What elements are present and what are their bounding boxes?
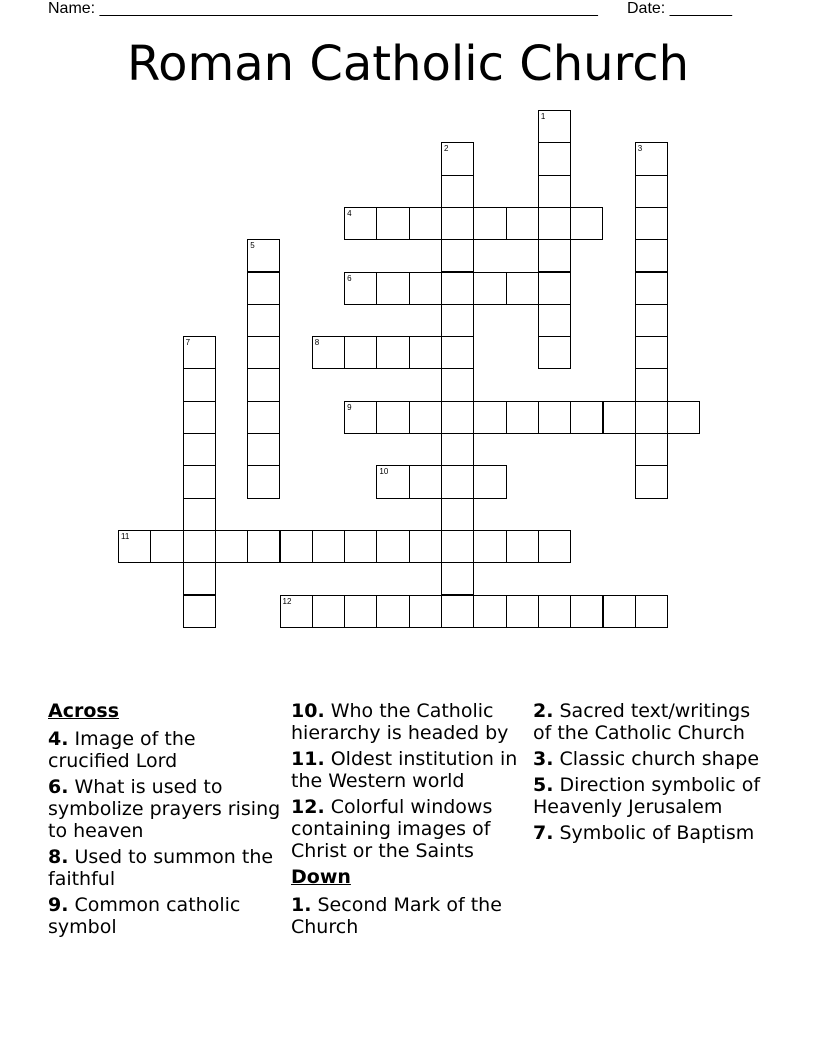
crossword-cell[interactable]	[409, 272, 442, 305]
clues-column-1	[48, 700, 283, 942]
crossword-cell[interactable]	[280, 595, 313, 628]
cell-number: 6	[347, 273, 352, 283]
crossword-cell[interactable]	[635, 304, 668, 337]
clue-text: Second Mark of the Church	[291, 894, 502, 938]
clue-text: Oldest institution in the Western world	[291, 748, 518, 792]
clue-number: 3.	[533, 748, 554, 770]
crossword-cell[interactable]	[409, 530, 442, 563]
crossword-cell[interactable]	[376, 272, 409, 305]
across-clue-10	[291, 700, 526, 744]
across-clue-6	[48, 776, 283, 842]
crossword-cell[interactable]	[441, 304, 474, 337]
crossword-cell[interactable]	[538, 595, 571, 628]
across-clue-11	[291, 748, 526, 792]
crossword-cell[interactable]	[183, 530, 216, 563]
crossword-cell[interactable]	[344, 401, 377, 434]
cell-number: 7	[185, 338, 191, 348]
across-heading: Across	[48, 700, 120, 722]
crossword-cell[interactable]	[409, 595, 442, 628]
cell-number: 9	[347, 402, 352, 412]
crossword-cell[interactable]	[312, 595, 345, 628]
down-clue-1	[291, 894, 526, 938]
crossword-cell[interactable]	[376, 401, 409, 434]
clue-text: Used to summon the faithful	[48, 846, 274, 890]
crossword-cell[interactable]	[312, 336, 345, 369]
crossword-cell[interactable]	[344, 207, 377, 240]
crossword-cell[interactable]	[280, 530, 313, 563]
crossword-cell[interactable]	[183, 498, 216, 531]
crossword-cell[interactable]	[376, 465, 409, 498]
crossword-cell[interactable]	[344, 595, 377, 628]
crossword-cell[interactable]	[473, 595, 506, 628]
name-field-label: Name: ________________________________________________________	[48, 0, 598, 17]
crossword-cell[interactable]	[506, 595, 539, 628]
crossword-cell[interactable]	[635, 368, 668, 401]
crossword-cell[interactable]	[538, 304, 571, 337]
clue-text: What is used to symbolize prayers rising to heaven	[48, 776, 281, 842]
crossword-cell[interactable]	[376, 207, 409, 240]
crossword-cell[interactable]	[183, 595, 216, 628]
crossword-cell[interactable]	[538, 401, 571, 434]
clue-number: 10.	[291, 700, 325, 722]
crossword-cell[interactable]	[603, 401, 636, 434]
cell-number: 1	[540, 112, 546, 121]
crossword-cell[interactable]	[538, 175, 571, 208]
crossword-cell[interactable]	[183, 562, 216, 595]
crossword-cell[interactable]	[247, 304, 280, 337]
crossword-cell[interactable]	[344, 530, 377, 563]
cell-number: 8	[314, 338, 320, 348]
clue-number: 11.	[291, 748, 325, 770]
crossword-cell[interactable]	[183, 433, 216, 466]
crossword-cell[interactable]	[538, 110, 571, 143]
across-clue-12	[291, 796, 526, 862]
cell-number: 2	[444, 144, 449, 154]
crossword-cell[interactable]	[635, 175, 668, 208]
crossword-cell[interactable]	[538, 142, 571, 175]
crossword-cell[interactable]	[635, 465, 668, 498]
page-title: Roman Catholic Church	[126, 36, 690, 92]
crossword-cell[interactable]	[635, 272, 668, 305]
cell-number: 12	[282, 596, 292, 606]
crossword-cell[interactable]	[441, 368, 474, 401]
cell-number: 4	[347, 208, 352, 218]
clue-number: 2.	[533, 700, 554, 722]
down-clue-3	[533, 748, 773, 770]
crossword-cell[interactable]	[538, 239, 571, 272]
crossword-cell[interactable]	[473, 401, 506, 434]
crossword-cell[interactable]	[441, 401, 474, 434]
crossword-cell[interactable]	[312, 530, 345, 563]
crossword-cell[interactable]	[667, 401, 700, 434]
crossword-cell[interactable]	[538, 336, 571, 369]
crossword-cell[interactable]	[183, 368, 216, 401]
clue-number: 1.	[291, 894, 312, 916]
crossword-cell[interactable]	[635, 239, 668, 272]
crossword-cell[interactable]	[247, 433, 280, 466]
crossword-cell[interactable]	[635, 142, 668, 175]
crossword-cell[interactable]	[570, 401, 603, 434]
clue-number: 6.	[48, 776, 69, 798]
crossword-cell[interactable]	[247, 272, 280, 305]
crossword-cell[interactable]	[344, 336, 377, 369]
clue-text: Symbolic of Baptism	[559, 822, 755, 844]
clues-column-3	[533, 700, 773, 848]
clues-column-2	[291, 700, 526, 942]
crossword-cell[interactable]	[441, 207, 474, 240]
crossword-cell[interactable]	[247, 239, 280, 272]
crossword-cell[interactable]	[215, 530, 248, 563]
crossword-cell[interactable]	[247, 401, 280, 434]
crossword-cell[interactable]	[506, 401, 539, 434]
crossword-cell[interactable]	[473, 465, 506, 498]
crossword-cell[interactable]	[441, 433, 474, 466]
crossword-cell[interactable]	[441, 239, 474, 272]
crossword-cell[interactable]	[538, 207, 571, 240]
across-clue-9	[48, 894, 283, 938]
across-clue-4	[48, 728, 283, 772]
crossword-cell[interactable]	[409, 336, 442, 369]
crossword-cell[interactable]	[473, 272, 506, 305]
clue-text: Classic church shape	[559, 748, 760, 770]
crossword-cell[interactable]	[409, 465, 442, 498]
crossword-cell[interactable]	[441, 142, 474, 175]
clue-text: Direction symbolic of Heavenly Jerusalem	[533, 774, 761, 818]
crossword-cell[interactable]	[570, 207, 603, 240]
crossword-cell[interactable]	[183, 401, 216, 434]
crossword-cell[interactable]	[635, 207, 668, 240]
crossword-cell[interactable]	[635, 595, 668, 628]
crossword-cell[interactable]	[247, 368, 280, 401]
crossword-cell[interactable]	[150, 530, 183, 563]
clue-number: 12.	[291, 796, 325, 818]
crossword-cell[interactable]	[635, 433, 668, 466]
crossword-cell[interactable]	[538, 530, 571, 563]
crossword-cell[interactable]	[441, 465, 474, 498]
crossword-cell[interactable]	[635, 336, 668, 369]
crossword-cell[interactable]	[473, 207, 506, 240]
crossword-cell[interactable]	[441, 595, 474, 628]
down-clue-5	[533, 774, 773, 818]
crossword-cell[interactable]	[376, 530, 409, 563]
crossword-cell[interactable]	[441, 336, 474, 369]
crossword-cell[interactable]	[409, 207, 442, 240]
date-field-label: Date: _______	[627, 0, 732, 17]
cell-number: 10	[379, 467, 389, 477]
crossword-cell[interactable]	[506, 207, 539, 240]
clue-number: 8.	[48, 846, 69, 868]
crossword-cell[interactable]	[183, 465, 216, 498]
crossword-cell[interactable]	[441, 175, 474, 208]
crossword-cell[interactable]	[247, 530, 280, 563]
crossword-cell[interactable]	[247, 336, 280, 369]
crossword-cell[interactable]	[376, 595, 409, 628]
crossword-cell[interactable]	[441, 498, 474, 531]
clue-text: Common catholic symbol	[48, 894, 241, 938]
crossword-cell[interactable]	[603, 595, 636, 628]
down-heading: Down	[291, 866, 351, 888]
crossword-cell[interactable]	[344, 272, 377, 305]
crossword-cell[interactable]	[183, 336, 216, 369]
crossword-cell[interactable]	[376, 336, 409, 369]
crossword-cell[interactable]	[506, 272, 539, 305]
clue-number: 5.	[533, 774, 554, 796]
crossword-cell[interactable]	[538, 272, 571, 305]
crossword-cell[interactable]	[441, 272, 474, 305]
clue-text: Colorful windows containing images of Christ or the Saints	[291, 796, 493, 862]
clue-text: Image of the crucified Lord	[48, 728, 196, 772]
crossword-cell[interactable]	[506, 530, 539, 563]
cell-number: 3	[637, 144, 643, 154]
crossword-cell[interactable]	[118, 530, 151, 563]
crossword-cell[interactable]	[473, 530, 506, 563]
down-clue-7	[533, 822, 773, 844]
crossword-cell[interactable]	[635, 401, 668, 434]
clue-text: Sacred text/writings of the Catholic Church	[533, 700, 751, 744]
cell-number: 11	[121, 531, 130, 541]
crossword-cell[interactable]	[570, 595, 603, 628]
crossword-cell[interactable]	[441, 530, 474, 563]
clue-number: 7.	[533, 822, 554, 844]
clue-number: 4.	[48, 728, 69, 750]
clue-number: 9.	[48, 894, 69, 916]
cell-number: 5	[250, 241, 255, 251]
crossword-cell[interactable]	[409, 401, 442, 434]
across-clue-8	[48, 846, 283, 890]
crossword-cell[interactable]	[441, 562, 474, 595]
crossword-cell[interactable]	[247, 465, 280, 498]
down-clue-2	[533, 700, 773, 744]
clue-text: Who the Catholic hierarchy is headed by	[291, 700, 509, 744]
